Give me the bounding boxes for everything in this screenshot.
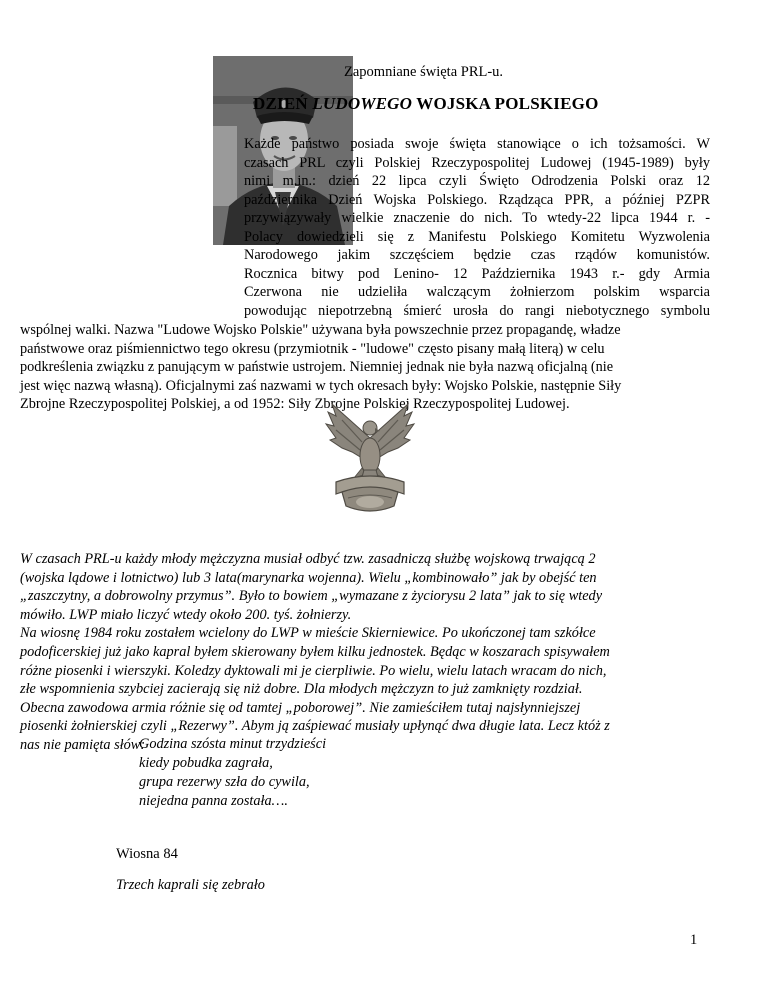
intro-line: października Dzień Wojska Polskiego. Rządząca PPR, a później PZPR — [244, 191, 710, 208]
poem-line: niejedna panna została…. — [139, 793, 288, 809]
intro-line: Czerwona nie udzieliła walczącym żołnierzom polskim wsparcia — [244, 284, 710, 300]
memoir-line: „zaszczytny, a dobrowolny przymus”. Było to bowiem „wymazane z życiorysu 2 lata” jak to się wtedy — [20, 588, 603, 605]
memoir-line: złe wspomnienia szybciej zacierają się niż dobre. Dla młodych mężczyzn to już zamknięty rozdział. — [20, 681, 583, 698]
intro-line: wspólnej walki. Nazwa "Ludowe Wojsko Polskie" używana była powszechnie przez propagandę, władze — [20, 322, 621, 338]
title-italic-word: LUDOWEGO — [312, 94, 413, 113]
song-first-line: Trzech kaprali się zebrało — [116, 877, 265, 893]
document-subtitle: Zapomniane święta PRL-u. — [344, 64, 504, 80]
memoir-line: Na wiosnę 1984 roku zostałem wcielony do LWP w mieście Skierniewice. Po ukończonej tam szkółce — [20, 625, 596, 642]
memoir-line: różne piosenki i wierszyki. Koledzy dyktowali mi je cierpliwie. Po wielu, wielu latach wracam do nich, — [20, 662, 607, 679]
intro-line: jest więc nazwą własną). Oficjalnymi zaś nazwami w tych okresach były: Wojsko Polskie, następnie Siły — [20, 377, 622, 394]
memoir-line: piosenki żołnierskiej czyli „Rezerwy”. Abym ją zaśpiewać musiały upłynąć dwa długie lata. Lecz któż z — [20, 718, 610, 735]
memoir-paragraph — [20, 550, 710, 755]
title-part-1: DZIEŃ — [253, 94, 313, 113]
memoir-line: podoficerskiej już jako kapral byłem skierowany byłem kilku jednostek. Będąc w koszarach spisywałem — [20, 643, 610, 660]
memoir-line: W czasach PRL-u każdy młody mężczyzna musiał odbyć tzw. zasadniczą służbę wojskową trwającą 2 — [20, 551, 596, 567]
poem-line: grupa rezerwy szła do cywila, — [139, 774, 310, 790]
title-part-2: WOJSKA POLSKIEGO — [412, 94, 599, 113]
page-number: 1 — [690, 932, 698, 948]
section-label-spring: Wiosna 84 — [116, 846, 178, 862]
intro-paragraph-wrapped — [244, 135, 710, 320]
memoir-line: (wojska lądowe i lotnictwo) lub 3 lata(marynarka wojenna). Wielu „kombinowało” jak by obejść ten — [20, 569, 597, 586]
intro-line: Narodowego jakim szczęściem będzie czas rządów komunistów. — [244, 247, 710, 263]
poem-line: Godzina szósta minut trzydzieści — [139, 736, 327, 752]
intro-line: państwowe oraz piśmiennictwo tego okresu (przymiotnik - "ludowe" często pisany małą literą) w celu — [20, 340, 605, 357]
eagle-emblem — [322, 398, 418, 516]
intro-line: Polacy dowiedzieli się z Manifestu Polskiego Komitetu Wyzwolenia — [244, 228, 710, 245]
intro-line: podkreślenia związku z panującym w państwie ustrojem. Niemniej jednak nie była nazwą oficjalną (nie — [20, 359, 614, 375]
memoir-line: Obecna zawodowa armia różnie się od tamtej „poborowej”. Nie zamieściłem tutaj najsłynniejszej — [20, 699, 581, 716]
memoir-line: mówiło. LWP miało liczyć wtedy około 200. tyś. żołnierzy. — [20, 606, 352, 623]
intro-line: przywiązywały wielkie znaczenie do nich. To wtedy-22 lipca 1944 r. - — [244, 210, 710, 226]
poem-line: kiedy pobudka zagrała, — [139, 755, 273, 771]
eagle-emblem-image — [322, 398, 418, 516]
intro-line: nimi m.in.: dzień 22 lipca czyli Święto Odrodzenia Polski oraz 12 — [244, 173, 710, 189]
poem-stanza — [139, 735, 326, 811]
intro-line: czasach PRL czyli Polskiej Rzeczypospolitej Ludowej (1945-1989) były — [244, 154, 710, 171]
intro-line: powodując niepotrzebną śmierć urosła do rangi niebotycznego symbolu — [244, 302, 710, 319]
memoir-line: nas nie pamięta słów: — [20, 736, 146, 753]
intro-line: Zbrojne Rzeczypospolitej Polskiej, a od 1952: Siły Zbrojne Polskiej Rzeczypospolitej Ludowej. — [20, 396, 570, 412]
intro-line: Rocznica bitwy pod Lenino- 12 Października 1943 r.- gdy Armia — [244, 265, 710, 282]
intro-line: Każde państwo posiada swoje święta stanowiące o ich tożsamości. W — [244, 136, 710, 152]
document-title — [253, 94, 599, 114]
